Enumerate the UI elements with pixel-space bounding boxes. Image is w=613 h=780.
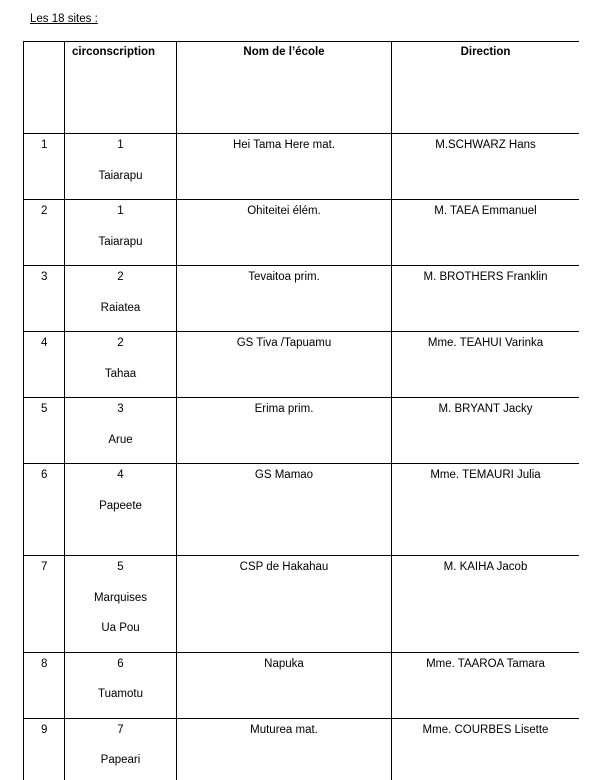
- school-name-cell: Tevaitoa prim.: [177, 266, 392, 332]
- circonscription-number: 5: [117, 561, 124, 573]
- table-row: [24, 200, 580, 266]
- sites-table: [23, 41, 579, 780]
- row-number: 3: [24, 266, 65, 332]
- director-cell: M.SCHWARZ Hans: [392, 134, 580, 200]
- circonscription-number: 4: [117, 469, 124, 481]
- row-number: 5: [24, 398, 65, 464]
- school-name-cell: GS Tiva /Tapuamu: [177, 332, 392, 398]
- circonscription-name: Papeete: [99, 499, 142, 512]
- row-number: 1: [24, 134, 65, 200]
- circonscription-cell: [65, 398, 177, 464]
- circonscription-number: 7: [117, 723, 124, 736]
- circonscription-number: 1: [117, 139, 124, 151]
- school-name-cell: Ohiteitei élém.: [177, 200, 392, 266]
- row-number: 9: [24, 718, 65, 780]
- school-name-cell: Hei Tama Here mat.: [177, 134, 392, 200]
- column-header-index: [24, 42, 65, 134]
- circonscription-name: Raiatea: [100, 301, 141, 314]
- director-cell: Mme. TAAROA Tamara: [392, 652, 580, 718]
- circonscription-number: 2: [117, 271, 124, 283]
- table-row: [24, 332, 580, 398]
- school-name-cell: Muturea mat.: [177, 718, 392, 780]
- director-cell: M. TAEA Emmanuel: [392, 200, 580, 266]
- circonscription-cell: [65, 134, 177, 200]
- circonscription-number: 2: [117, 337, 124, 349]
- director-cell: Mme. COURBES Lisette: [392, 718, 580, 780]
- table-row: [24, 134, 580, 200]
- circonscription-cell: [65, 200, 177, 266]
- director-cell: M. KAIHA Jacob: [392, 556, 580, 653]
- circonscription-name: Marquises: [93, 591, 148, 604]
- circonscription-name: Tahaa: [104, 367, 137, 380]
- school-name-cell: Napuka: [177, 652, 392, 718]
- circonscription-cell: [65, 266, 177, 332]
- row-number: 4: [24, 332, 65, 398]
- column-header-circonscription: circonscription: [65, 42, 177, 134]
- table-row: [24, 266, 580, 332]
- circonscription-number: 3: [117, 403, 124, 415]
- school-name-cell: Erima prim.: [177, 398, 392, 464]
- circonscription-cell: [65, 718, 177, 780]
- circonscription-name: Arue: [108, 433, 133, 446]
- school-name-cell: GS Mamao: [177, 464, 392, 556]
- circonscription-cell: [65, 652, 177, 718]
- circonscription-subname: Ua Pou: [101, 622, 140, 634]
- circonscription-cell: [65, 332, 177, 398]
- circonscription-number: 6: [117, 657, 124, 670]
- table-header-row: [24, 42, 580, 134]
- row-number: 7: [24, 556, 65, 653]
- column-header-ecole: Nom de l’école: [177, 42, 392, 134]
- school-name-cell: CSP de Hakahau: [177, 556, 392, 653]
- column-header-direction: Direction: [392, 42, 580, 134]
- page-heading: Les 18 sites :: [30, 13, 98, 25]
- circonscription-number: 1: [117, 205, 124, 217]
- table-row: [24, 652, 580, 718]
- director-cell: Mme. TEAHUI Varinka: [392, 332, 580, 398]
- director-cell: Mme. TEMAURI Julia: [392, 464, 580, 556]
- circonscription-cell: [65, 464, 177, 556]
- row-number: 6: [24, 464, 65, 556]
- table-row: [24, 398, 580, 464]
- sites-table-container: [23, 41, 579, 780]
- circonscription-name: Taiarapu: [98, 235, 143, 248]
- row-number: 8: [24, 652, 65, 718]
- circonscription-cell: [65, 556, 177, 653]
- circonscription-name: Tuamotu: [98, 688, 143, 700]
- table-row: [24, 464, 580, 556]
- director-cell: M. BROTHERS Franklin: [392, 266, 580, 332]
- table-row: [24, 718, 580, 780]
- table-row: [24, 556, 580, 653]
- director-cell: M. BRYANT Jacky: [392, 398, 580, 464]
- row-number: 2: [24, 200, 65, 266]
- circonscription-name: Taiarapu: [98, 169, 143, 182]
- circonscription-name: Papeari: [100, 754, 141, 766]
